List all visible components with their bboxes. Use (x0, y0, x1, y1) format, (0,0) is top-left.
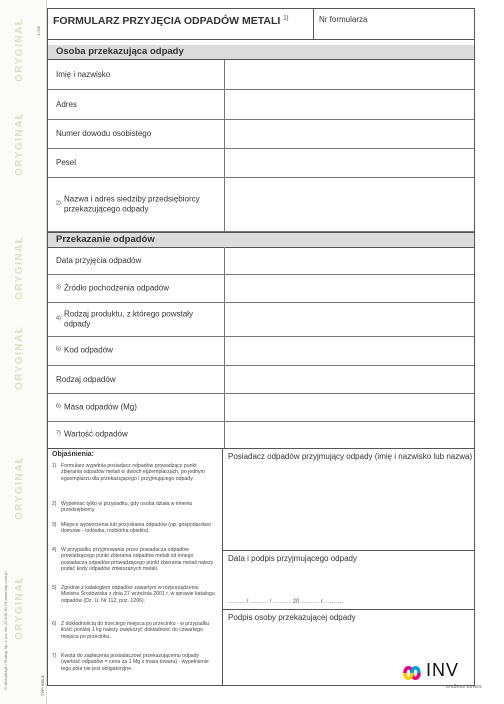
row-date (48, 247, 474, 275)
section-transfer-header (48, 232, 474, 248)
watermark-text: ORYGINAŁ (14, 455, 25, 520)
product-field[interactable] (225, 303, 474, 336)
waste-type-field[interactable] (225, 366, 474, 393)
row-name (48, 60, 474, 90)
row-pesel (48, 149, 474, 178)
row-address (48, 90, 474, 120)
explanation-note: 7) Kwota do zapłacenia posiadaczowi przekazującemu odpady (wartość odpadów = cena za 1 Mg x masa towaru) - wypełnienie tego pola nie jest obligatoryjne. (52, 653, 209, 672)
row-label: Masa odpadów (Mg) $^{6)}$ (56, 402, 137, 412)
date-line: ……… / ……… / ……… 20 ……… r. ……… (227, 599, 344, 605)
infinity-logo-icon (398, 662, 426, 684)
receiver-label: Posiadacz odpadów przyjmujący odpady (imię i nazwisko lub nazwa) (228, 452, 473, 461)
watermark-text: ORYGINAŁ (14, 325, 25, 390)
section-sender-header (48, 45, 474, 60)
explanation-note: 6) Z dokładnością do trzeciego miejsca po przecinku - w przypadku ilości poniżej 1 kg należy zwiększyć dokładność do czwartego miejsca po przecinku. (52, 621, 210, 640)
row-label: Kod odpadów $^{5)}$ (56, 346, 113, 355)
section-title: Przekazanie odpadów (56, 234, 155, 245)
explanation-note: 2) Wypełniać tylko w przypadku, gdy osoba działa w imieniu przedsiębiorcy. (52, 501, 193, 514)
watermark-text: ORYGINAŁ (14, 111, 25, 176)
footnote-marker: 4) (56, 315, 61, 322)
company-field[interactable] (225, 178, 474, 231)
title-box (48, 9, 314, 40)
row-label: Rodzaj produktu, z którego powstały odpady $^{4)}$ (56, 309, 193, 329)
watermark-text: ORYGINAŁ (14, 575, 25, 640)
row-waste-type (48, 366, 474, 394)
receiver-signature-box[interactable] (223, 551, 474, 610)
explanation-note: 3) Miejsce wytworzenia lub pozyskania odpadów (np. gospodarstwo domowe - lodówka, rozbiórka obiektu). (52, 522, 211, 535)
footnote-marker: 3) (56, 284, 61, 291)
footnote-marker: 2) (56, 200, 61, 207)
footnote-marker: 5) (56, 346, 61, 353)
inv-logo (398, 662, 498, 702)
logo-tagline: endless toners (446, 684, 482, 690)
footnote-marker: 7) (56, 430, 61, 437)
form-code: 1-039 (36, 25, 41, 36)
receiver-signature-label: Data i podpis przyjmującego odpady (228, 554, 357, 563)
row-label: Data przyjęcia odpadów (56, 255, 142, 265)
row-label: Adres (56, 99, 77, 109)
row-label: Imię i nazwisko (56, 69, 111, 79)
date-field[interactable] (225, 247, 474, 274)
sidebar-watermark-strip (0, 0, 47, 704)
row-label: Pesel (56, 158, 77, 167)
publisher-info: © Michalczyk i Prokop Sp. z o.o. tel. 22 640 30 74 www.mip.com.pl (3, 571, 8, 690)
explanation-note: 4) W przypadku przyjmowania przez posiadacza odpadów prowadzącego punkt zbierania odpadów metali od innego posiadacza odpadów prowadzącego punkt zbierania metali należy podać kody odpadów zmieszanych metali. (52, 547, 214, 572)
footnote-marker: 6) (56, 403, 61, 410)
row-company (48, 178, 474, 232)
form-type: TYP: 693-5 (40, 675, 45, 696)
watermark-text: ORYGINAŁ (14, 235, 25, 300)
explanation-note: 5) Zgodnie z katalogiem odpadów zawartym w rozporządzeniu Ministra Środowiska z dnia 27 września 2001 r. w sprawie katalogu odpadów (Dz. U. Nr 112, poz. 1206). (52, 585, 215, 604)
address-field[interactable] (225, 90, 474, 119)
explanations-title: Objaśnienia: (52, 451, 95, 458)
form-number-label: Nr formularza (319, 15, 368, 24)
explanations-panel (48, 449, 223, 685)
waste-code-field[interactable] (225, 337, 474, 365)
row-value (48, 422, 474, 449)
row-id-number (48, 120, 474, 149)
row-label: Źródło pochodzenia odpadów $^{3)}$ (56, 283, 169, 293)
row-mass (48, 394, 474, 422)
title-footnote: 1) (283, 15, 289, 22)
source-field[interactable] (225, 275, 474, 302)
value-field[interactable] (225, 422, 474, 448)
metal-waste-form (47, 8, 475, 686)
mass-field[interactable] (225, 394, 474, 421)
row-label: Wartość odpadów $^{7)}$ (56, 430, 128, 439)
row-label: Rodzaj odpadów (56, 374, 116, 384)
id-number-field[interactable] (225, 120, 474, 148)
pesel-field[interactable] (225, 149, 474, 177)
section-title: Osoba przekazująca odpady (56, 46, 184, 57)
watermark-text: ORYGINAŁ (14, 17, 25, 82)
sender-signature-label: Podpis osoby przekazującej odpady (228, 613, 356, 622)
receiver-box[interactable] (223, 449, 474, 551)
row-source (48, 275, 474, 303)
form-title: FORMULARZ PRZYJĘCIA ODPADÓW METALI $^{1)}$ (53, 15, 289, 27)
row-label: Numer dowodu osobistego (56, 129, 152, 138)
row-product (48, 303, 474, 337)
logo-text: INV (426, 660, 460, 680)
name-field[interactable] (225, 60, 474, 89)
explanation-note: 1) Formularz wypełnia posiadacz odpadów prowadzący punkt zbierania odpadów metali w dwóch egzemplarzach, po jednym egzemplarzu dla przekazującego i przyjmującego odpady. (52, 463, 205, 482)
form-number-field[interactable] (314, 9, 474, 40)
row-label: Nazwa i adres siedziby przedsiębiorcy przekazującego odpady $^{2)}$ (56, 194, 200, 214)
row-waste-code (48, 337, 474, 366)
